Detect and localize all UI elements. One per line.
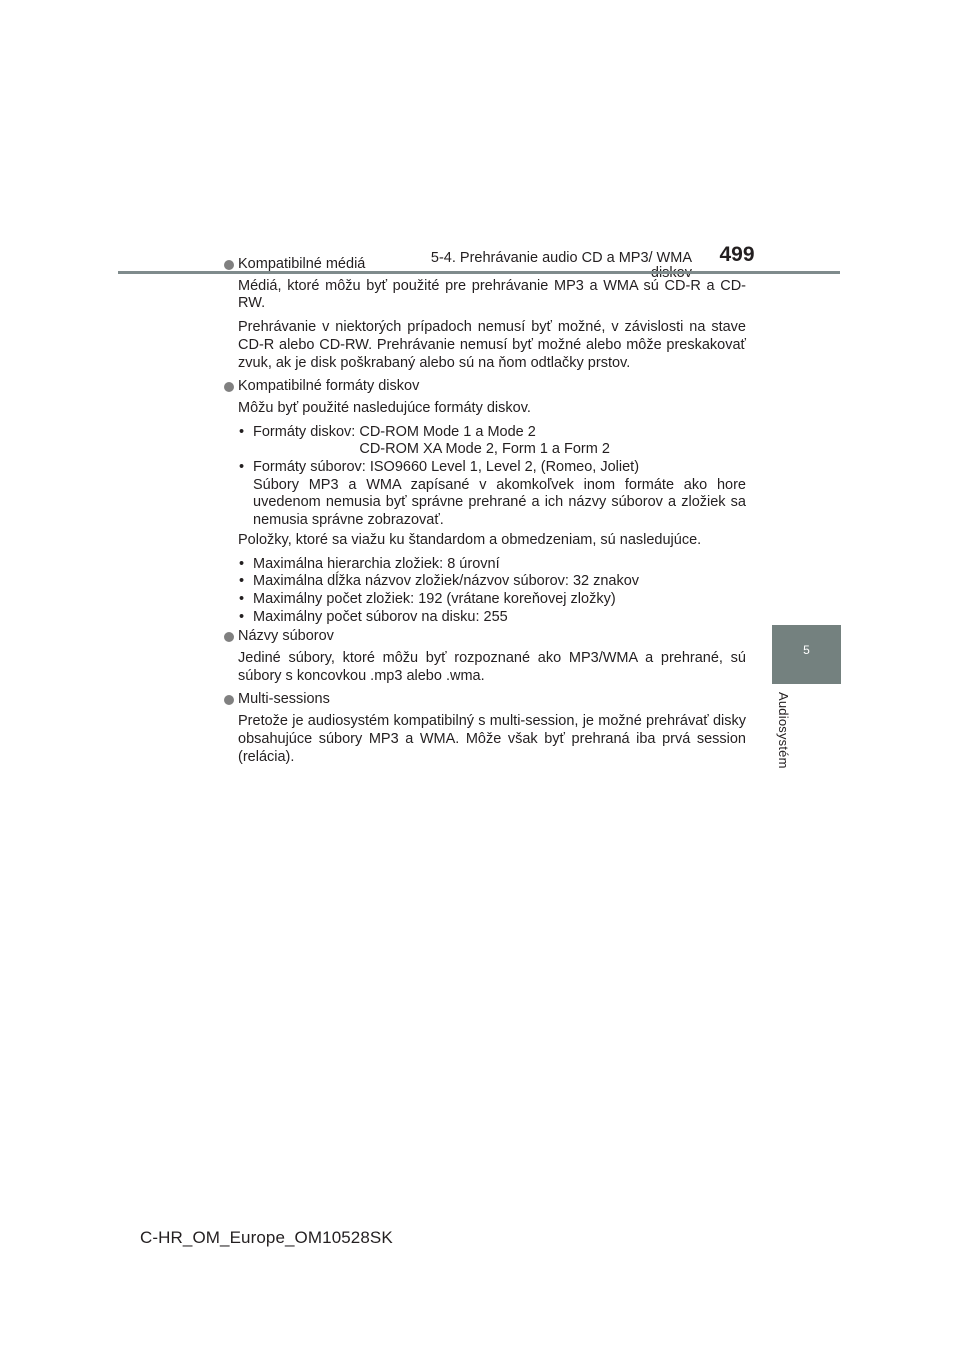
- chapter-number: 5: [803, 643, 810, 657]
- format-list: [238, 424, 746, 530]
- section-heading-formats: [224, 378, 746, 396]
- list-item: [238, 459, 746, 530]
- heading-text: Multi-sessions: [238, 691, 330, 708]
- heading-text: Kompatibilné formáty diskov: [238, 378, 420, 395]
- paragraph: Prehrávanie v niektorých prípadoch nemusí byť možné, v závislosti na stave CD-R alebo CD-RW. Prehrávanie nemusí byť možné alebo môže preskakovať zvuk, ak je disk poškrabaný alebo sú na ňom odtlačky prstov.: [238, 319, 746, 371]
- heading-text: Názvy súborov: [238, 628, 334, 645]
- limits-list: [238, 556, 746, 627]
- file-formats-note: Súbory MP3 a WMA zapísané v akomkoľvek inom formáte ako hore uvedenom nemusia byť správne prehrané a ich názvy súborov a zložiek sa nemusia správne zobrazovať.: [253, 476, 746, 529]
- paragraph: Médiá, ktoré môžu byť použité pre prehrávanie MP3 a WMA sú CD-R a CD-RW.: [238, 277, 746, 312]
- bullet-icon: [224, 632, 234, 642]
- page-content: [224, 256, 746, 772]
- chapter-label-text: Audiosystém: [776, 692, 791, 769]
- chapter-tab: [772, 625, 841, 684]
- section-title: 5-4. Prehrávanie audio CD a MP3/ WMA: [430, 250, 692, 266]
- paragraph: Pretože je audiosystém kompatibilný s multi-session, je možné prehrávať disky obsahujúce súbory MP3 a WMA. Môže však byť prehraná iba prvá session (relácia).: [238, 713, 746, 765]
- list-item: [238, 424, 746, 459]
- heading-text: Kompatibilné médiá: [238, 256, 366, 272]
- paragraph: Položky, ktoré sa viažu ku štandardom a obmedzeniam, sú nasledujúce.: [238, 531, 702, 548]
- list-item: • Maximálny počet zložiek: 192 (vrátane koreňovej zložky): [238, 591, 746, 609]
- disk-format-value: CD-ROM Mode 1 a Mode 2: [359, 423, 536, 440]
- section-heading-media: [224, 256, 746, 274]
- bullet-icon: [224, 260, 234, 270]
- list-item: • Maximálny počet súborov na disku: 255: [238, 609, 746, 627]
- paragraph: Jediné súbory, ktoré môžu byť rozpoznané ako MP3/WMA a prehrané, sú súbory s koncovkou .mp3 alebo .wma.: [238, 650, 746, 684]
- section-heading-multisession: [224, 691, 746, 709]
- disk-formats-label: • Formáty diskov:: [253, 423, 356, 440]
- section-heading-filenames: [224, 628, 746, 646]
- document-code: C-HR_OM_Europe_OM10528SK: [140, 1228, 393, 1247]
- disk-format-value: CD-ROM XA Mode 2, Form 1 a Form 2: [359, 441, 610, 458]
- page-number: 499: [719, 243, 755, 266]
- bullet-icon: [224, 382, 234, 392]
- paragraph: Môžu byť použité nasledujúce formáty diskov.: [238, 399, 531, 416]
- list-item: • Maximálna hierarchia zložiek: 8 úrovní: [238, 556, 746, 574]
- file-formats-text: Formáty súborov: ISO9660 Level 1, Level 2, (Romeo, Joliet): [253, 459, 640, 476]
- chapter-label: [776, 692, 806, 792]
- bullet-icon: [224, 695, 234, 705]
- list-item: • Maximálna dĺžka názvov zložiek/názvov súborov: 32 znakov: [238, 573, 746, 591]
